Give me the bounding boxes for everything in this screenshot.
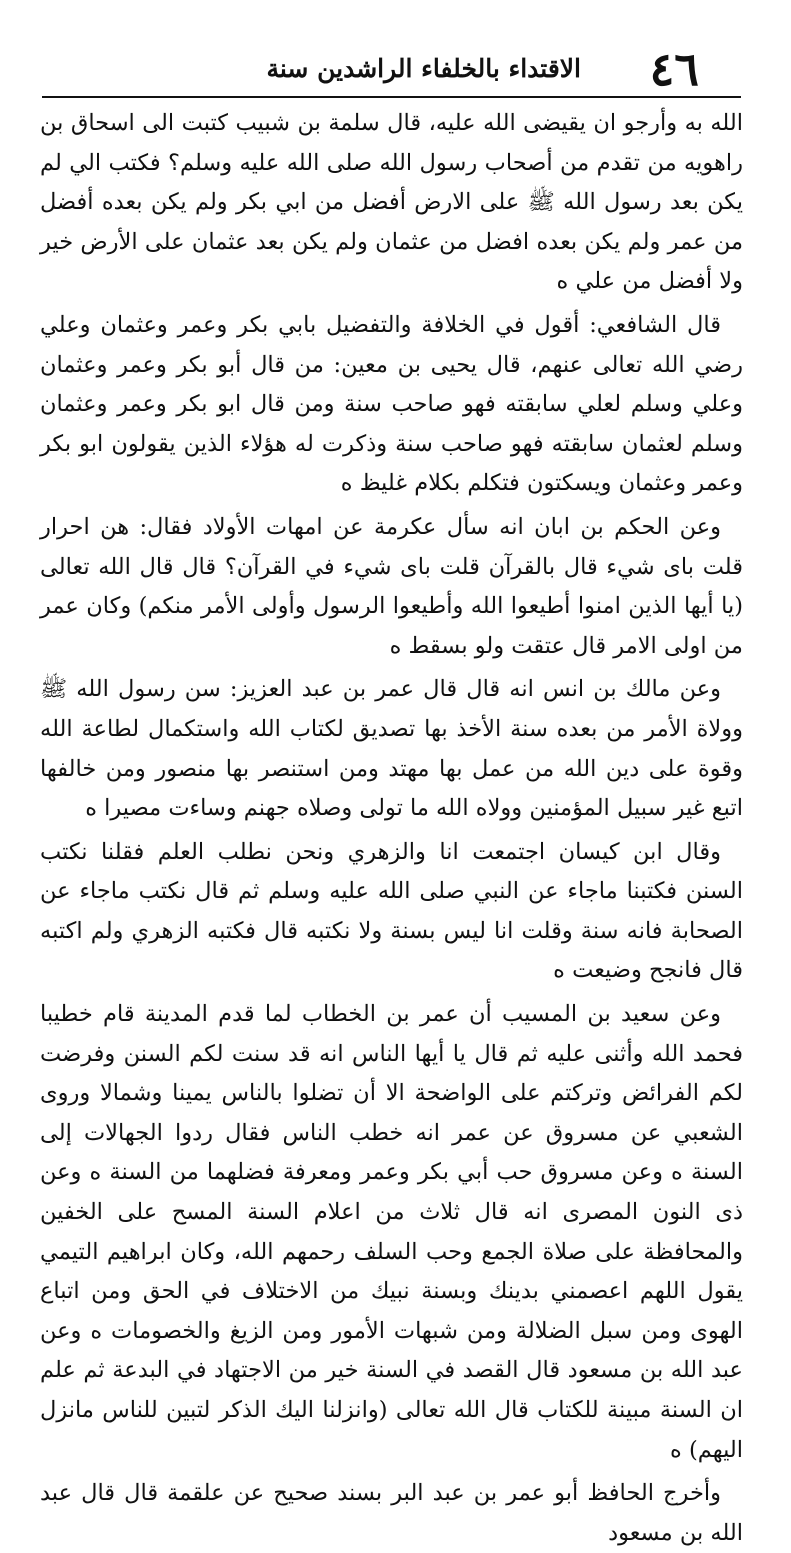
paragraph: وعن الحكم بن ابان انه سأل عكرمة عن امهات الأولاد فقال: هن احرار قلت باى شيء قال بالقرآن قلت باى شيء في القرآن؟ قال قال الله تعالى (يا أيها الذين امنوا أطيعوا الله وأطيعوا الرسول وأولى الأمر منكم) وكان عمر من اولى الامر قال عتقت ولو بسقط ه [40, 513, 743, 659]
header-rule [42, 96, 741, 98]
page-header [30, 42, 751, 96]
page-number: ٤٦ [649, 42, 699, 96]
paragraph: الله به وأرجو ان يقيضى الله عليه، قال سلمة بن شبيب كتبت الى اسحاق بن راهويه من تقدم من أصحاب رسول الله صلى الله عليه وسلم؟ فكتب الي لم يكن بعد رسول الله ﷺ على الارض أفضل من ابي بكر ولم يكن بعده أفضل من عمر ولم يكن بعده افضل من عثمان ولم يكن بعد عثمان على الأرض خير ولا أفضل من علي ه [40, 110, 743, 295]
paragraph: وعن سعيد بن المسيب أن عمر بن الخطاب لما قدم المدينة قام خطيبا فحمد الله وأثنى عليه ثم قال يا أيها الناس انه قد سنت لكم السنن وفرضت لكم الفرائض وتركتم على الواضحة الا أن تضلوا بالناس يمينا وشمالا وروى الشعبي عن مسروق عن عمر انه خطب الناس فقال ردوا الجهالات إلى السنة ه وعن مسروق حب أبي بكر وعمر ومعرفة فضلهما من السنة ه وعن ذى النون المصرى انه قال ثلاث من اعلام السنة المسح على الخفين والمحافظة على صلاة الجمع وحب السلف رحمهم الله، وكان ابراهيم التيمي يقول اللهم اعصمني بدينك وبسنة نبيك من الاختلاف في الحق ومن اتباع الهوى ومن سبل الضلالة ومن شبهات الأمور ومن الزيغ والخصومات ه وعن عبد الله بن مسعود قال القصد في السنة خير من الاجتهاد في البدعة ثم علم ان السنة مبينة للكتاب قال الله تعالى (وانزلنا اليك الذكر لتبين للناس مانزل اليهم) ه [40, 1001, 743, 1463]
paragraph: قال الشافعي: أقول في الخلافة والتفضيل بابي بكر وعمر وعثمان وعلي رضي الله تعالى عنهم، قال يحيى بن معين: من قال أبو بكر وعمر وعثمان وعلي وسلم لعلي سابقته فهو صاحب سنة ومن قال ابو بكر وعمر وعثمان وسلم لعثمان سابقته فهو صاحب سنة وذكرت له هؤلاء الذين يقولون ابو بكر وعمر وعثمان ويسكتون فتكلم بكلام غليظ ه [40, 311, 743, 497]
paragraph: وعن مالك بن انس انه قال قال عمر بن عبد العزيز: سن رسول الله ﷺ وولاة الأمر من بعده سنة الأخذ بها تصديق لكتاب الله واستكمال لطاعة الله وقوة على دين الله من عمل بها مهتد ومن استنصر بها منصور ومن خالفها اتبع غير سبيل المؤمنين وولاه الله ما تولى وصلاه جهنم وساءت مصيرا ه [40, 676, 743, 822]
paragraph: وأخرج الحافظ أبو عمر بن عبد البر بسند صحيح عن علقمة قال قال عبد الله بن مسعود [40, 1480, 743, 1546]
paragraph: وقال ابن كيسان اجتمعت انا والزهري ونحن نطلب العلم فقلنا نكتب السنن فكتبنا ماجاء عن النبي صلى الله عليه وسلم ثم قال نكتب ماجاء عن الصحابة فانه سنة وقلت انا ليس بسنة ولا نكتبه قال فكتبه الزهري ولم اكتبه قال فانجح وضيعت ه [40, 838, 743, 984]
running-title: الاقتداء بالخلفاء الراشدين سنة [266, 54, 581, 83]
body-text [30, 104, 751, 1553]
